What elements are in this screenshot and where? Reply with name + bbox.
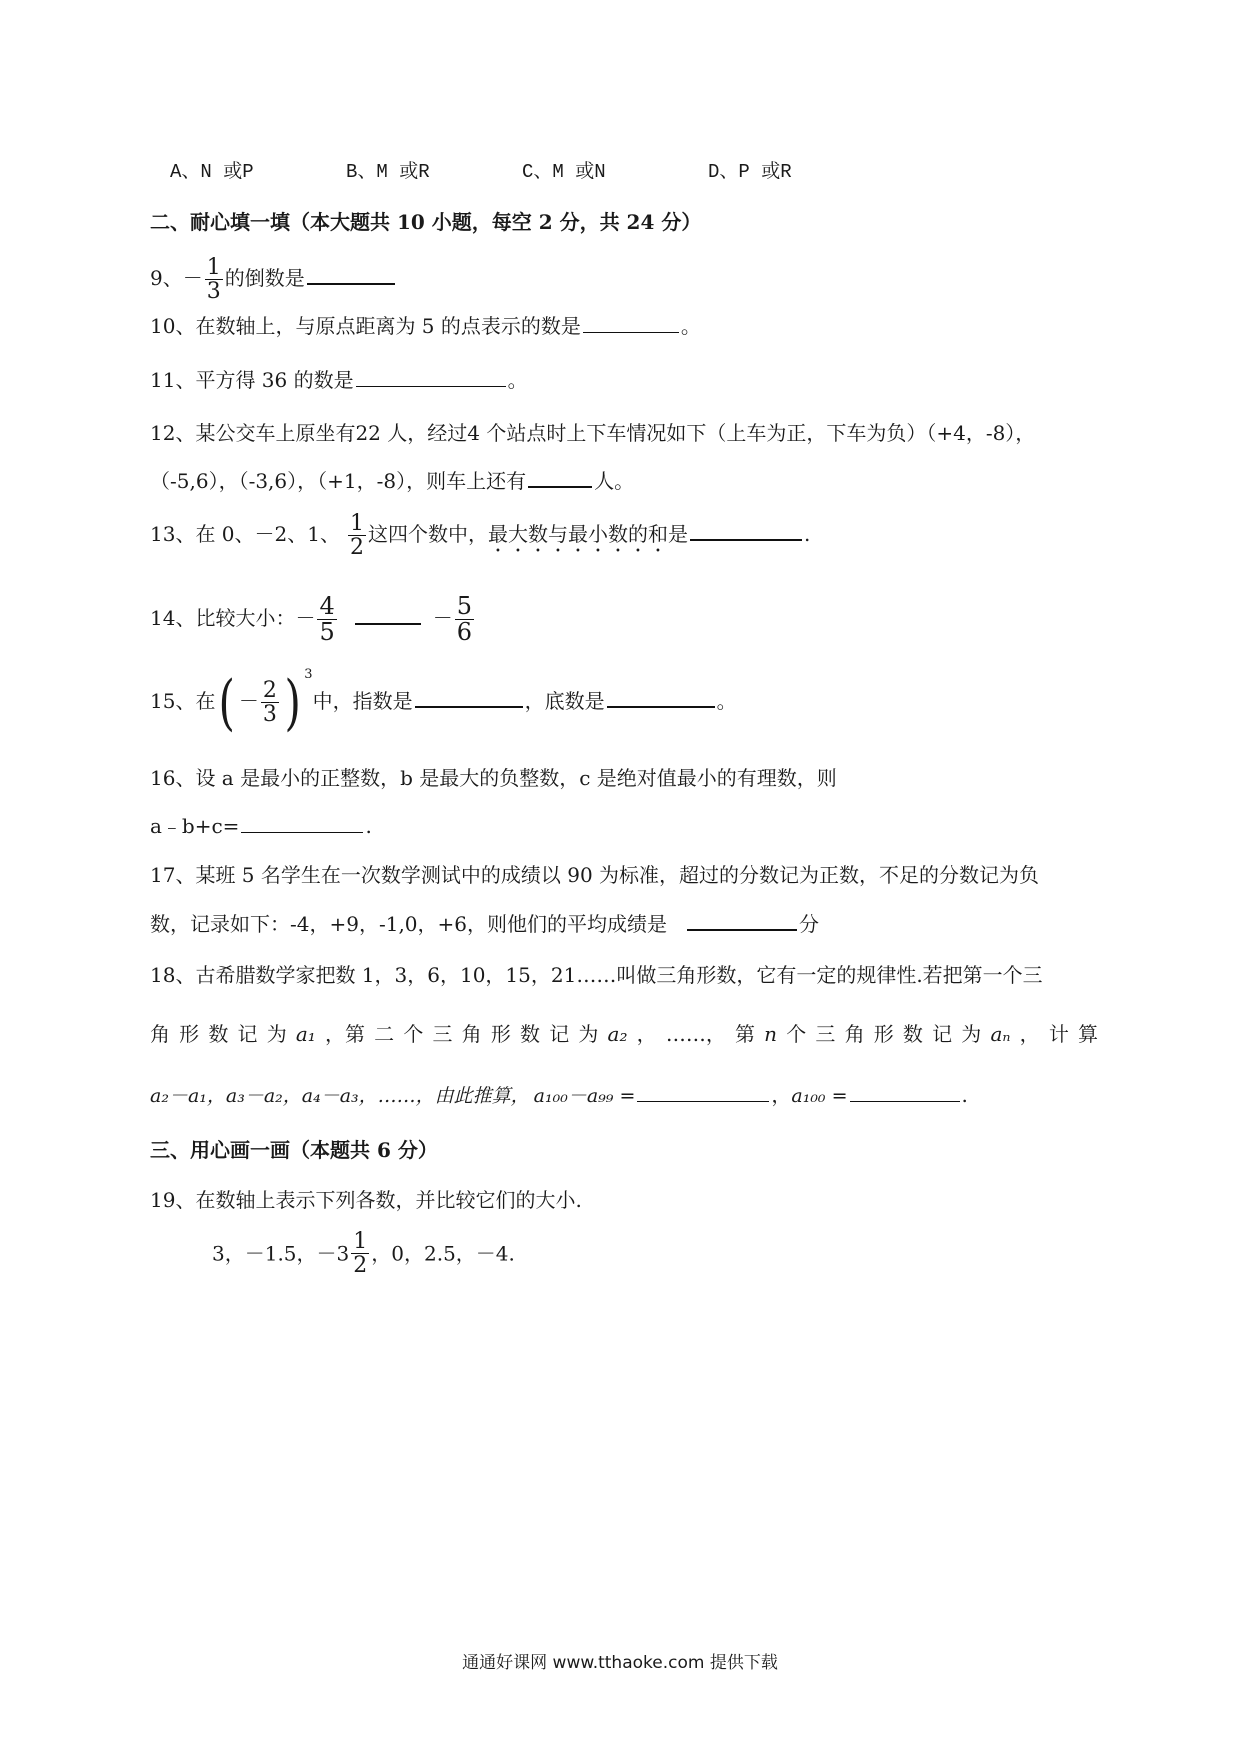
q18-word: 为 [961,1022,982,1046]
question-18-line3: a₂－a₁，a₃－a₂，a₄－a₃，……，由此推算， a₁₀₀－a₉₉ = ，a₁₀₀ = . [150,1083,968,1107]
question-16-line2: a﹣b+c= . [150,814,372,838]
question-18-line1: 18、古希腊数学家把数 1，3，6，10，15，21……叫做三角形数，它有一定的规律性.若把第一个三 [150,963,1043,987]
q18-word: 三 [815,1022,836,1046]
q18-word: 数 [520,1022,541,1046]
q18-word: 为 [266,1022,287,1046]
answer-blank[interactable] [356,385,506,387]
fraction: $\frac{5}{6}$ [456,592,473,647]
q18-word: 角 [461,1022,482,1046]
q18-word: ， [636,1022,657,1046]
q18-word: 角 [150,1022,170,1046]
q18-word: 记 [237,1022,258,1046]
options-row [170,163,792,182]
section2-title: 二、耐心填一填（本大题共 10 小题，每空 2 分，共 24 分） [150,210,702,234]
option-a: A、N 或P [170,161,254,183]
answer-blank[interactable] [241,831,363,833]
mixed-fraction: $\frac{1}{2}$ [353,1229,368,1279]
question-19: 19、在数轴上表示下列各数，并比较它们的大小. [150,1188,582,1212]
option-d: D、P 或R [708,161,792,183]
q18-word: 个 [786,1022,807,1046]
q18-word: n [764,1022,778,1046]
answer-blank[interactable] [307,282,395,285]
q18-word: a₂ [607,1022,628,1046]
option-b: B、M 或R [346,161,430,183]
q18-word: 数 [902,1022,923,1046]
answer-blank[interactable] [355,622,421,625]
q18-word: aₙ [990,1022,1011,1046]
question-12-line1: 12、某公交车上原坐有22 人，经过4 个站点时上下车情况如下（上车为正，下车为负）（+4，-8）， [150,421,1036,445]
q18-word: 三 [432,1022,453,1046]
answer-blank[interactable] [637,1100,769,1102]
question-9: 9、－ $\frac{1}{3}$ 的倒数是 [150,256,397,303]
answer-blank[interactable] [850,1100,960,1102]
q18-word: ， [1019,1022,1040,1046]
q18-word: 数 [208,1022,229,1046]
question-19-numbers: 3，－1.5，－3 $\frac{1}{2}$ ，0，2.5，－4. [212,1229,515,1279]
exponent: 3 [304,667,313,682]
question-16-line1: 16、设 a 是最小的正整数，b 是最大的负整数，c 是绝对值最小的有理数，则 [150,766,837,790]
question-18-line2 [150,1024,1098,1044]
answer-blank[interactable] [528,485,592,488]
q18-word: 为 [578,1022,599,1046]
question-15: 15、在( － $\frac{2}{3}$ ) $^3$中，指数是 ，底数是 。 [150,667,737,738]
answer-blank[interactable] [690,538,802,541]
answer-blank[interactable] [415,705,523,708]
question-17-line1: 17、某班 5 名学生在一次数学测试中的成绩以 90 为标准，超过的分数记为正数，不足的分数记为负 [150,863,1040,887]
fraction: $\frac{2}{3}$ [262,677,277,727]
q18-word: 形 [490,1022,511,1046]
q18-word: a₁ [295,1022,316,1046]
q18-word: 记 [932,1022,953,1046]
answer-blank[interactable] [687,928,797,931]
fraction: $\frac{4}{5}$ [319,592,335,647]
page-footer: 通通好课网 www.tthaoke.com 提供下载 [462,1653,778,1673]
section3-title: 三、用心画一画（本题共 6 分） [150,1138,438,1162]
fraction: $\frac{1}{2}$ [349,511,364,561]
answer-blank[interactable] [583,331,679,333]
q18-word: 个 [403,1022,424,1046]
q18-word: ，第 [324,1022,365,1046]
option-c: C、M 或N [522,161,606,183]
q18-word: 第 [735,1022,755,1046]
q18-word: 计 [1048,1022,1069,1046]
answer-blank[interactable] [607,705,715,708]
q18-word: ……， [665,1022,726,1046]
question-11: 11、平方得 36 的数是 。 [150,368,528,392]
emphasized-text: 最大数与最小数的和 [487,522,668,547]
q18-word: 二 [374,1022,395,1046]
right-paren: ) [284,667,301,738]
q18-word: 形 [873,1022,894,1046]
left-paren: ( [218,667,236,738]
q18-word: 记 [549,1022,570,1046]
question-17-line2: 数，记录如下：-4，+9，-1,0，+6，则他们的平均成绩是 分 [150,912,820,936]
question-10: 10、在数轴上，与原点距离为 5 的点表示的数是 。 [150,314,701,338]
question-14: 14、比较大小：－ $\frac{4}{5}$ － $\frac{5}{6}$ [150,592,473,647]
q18-word: 角 [844,1022,865,1046]
q18-word: 形 [179,1022,200,1046]
question-12-line2: （-5,6），（-3,6），（+1，-8），则车上还有 人。 [150,469,635,493]
q18-word: 算 [1077,1022,1098,1046]
fraction: $\frac{1}{3}$ [206,255,221,305]
question-13: 13、在 0、－2、1、 $\frac{1}{2}$ 这四个数中，最大数与最小数的和是 . [150,511,811,561]
